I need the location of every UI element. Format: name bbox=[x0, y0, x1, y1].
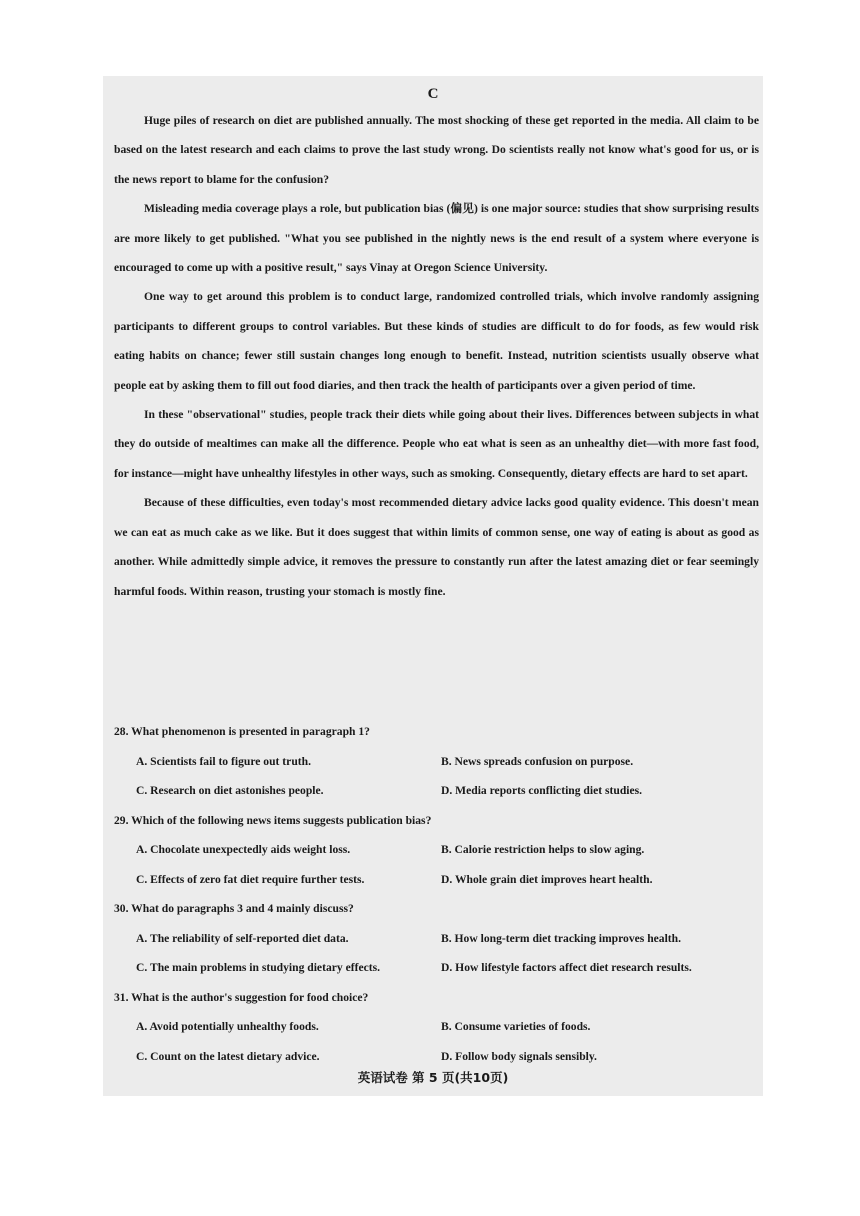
page-footer: 英语试卷 第 5 页(共10页) bbox=[357, 1070, 509, 1085]
option-a: A. Chocolate unexpectedly aids weight loss. bbox=[136, 843, 351, 856]
question-stem: 29. Which of the following news items suggests publication bias? bbox=[114, 813, 432, 827]
option-a: A. Avoid potentially unhealthy foods. bbox=[136, 1020, 319, 1033]
option-c: C. Research on diet astonishes people. bbox=[136, 784, 324, 797]
option-row bbox=[114, 747, 759, 777]
option-row bbox=[114, 776, 759, 806]
option-row bbox=[114, 924, 759, 954]
option-d: D. How lifestyle factors affect diet research results. bbox=[441, 961, 692, 974]
paragraph-5: Because of these difficulties, even today's most recommended dietary advice lacks good quality evidence. This doesn't mean we can eat as much cake as we like. But it does suggest that within limits of common sense, one way of eating is about as good as another. While admittedly simple advice, it removes the pressure to constantly run after the latest amazing diet or fear seemingly harmful foods. Within reason, trusting your stomach is mostly fine. bbox=[114, 496, 759, 598]
option-d: D. Whole grain diet improves heart health. bbox=[441, 872, 653, 886]
paragraph-3: One way to get around this problem is to conduct large, randomized controlled trials, which involve randomly assigning participants to different groups to control variables. But these kinds of studies are difficult to do for foods, as few would risk eating habits on chance; fewer still sustain changes long enough to benefit. Instead, nutrition scientists usually observe what people eat by asking them to fill out food diaries, and then track the health of participants over a given period of time. bbox=[114, 290, 759, 392]
paragraph-1: Huge piles of research on diet are published annually. The most shocking of these get reported in the media. All claim to be based on the latest research and each claims to prove the last study wrong. Do scientists really not know what's good for us, or is the news report to blame for the confusion? bbox=[114, 114, 759, 186]
scanned-sheet bbox=[103, 76, 763, 1096]
option-d: D. Follow body signals sensibly. bbox=[441, 1049, 597, 1063]
question-30 bbox=[114, 894, 759, 983]
option-a: A. Scientists fail to figure out truth. bbox=[136, 754, 311, 768]
question-list bbox=[114, 717, 759, 1071]
question-stem: 28. What phenomenon is presented in paragraph 1? bbox=[114, 725, 370, 738]
option-row bbox=[114, 953, 759, 983]
option-d: D. Media reports conflicting diet studies. bbox=[441, 784, 643, 797]
option-row bbox=[114, 865, 759, 895]
question-29 bbox=[114, 806, 759, 895]
option-c: C. The main problems in studying dietary effects. bbox=[136, 961, 381, 974]
option-c: C. Effects of zero fat diet require further tests. bbox=[136, 872, 365, 886]
option-row bbox=[114, 1042, 759, 1072]
paragraph-2: Misleading media coverage plays a role, but publication bias (偏见) is one major source: studies that show surprising results are more likely to get published. "What you see published in the nightly news is the end result of a system where everyone is encouraged to come up with a positive result," says Vinay at Oregon Science University. bbox=[114, 202, 759, 275]
paragraph-4: In these "observational" studies, people track their diets while going about their lives. Differences between subjects in what they do outside of mealtimes can make all the difference. People who eat what is seen as an unhealthy diet—with more fast food, for instance—might have unhealthy lifestyles in other ways, such as smoking. Consequently, dietary effects are hard to set apart. bbox=[114, 408, 759, 480]
option-row bbox=[114, 1012, 759, 1042]
option-row bbox=[114, 835, 759, 865]
option-b: B. Calorie restriction helps to slow aging. bbox=[441, 843, 645, 856]
question-stem: 30. What do paragraphs 3 and 4 mainly discuss? bbox=[114, 902, 354, 915]
option-a: A. The reliability of self-reported diet data. bbox=[136, 931, 349, 945]
question-28 bbox=[114, 717, 759, 806]
question-31 bbox=[114, 983, 759, 1072]
option-b: B. How long-term diet tracking improves health. bbox=[441, 931, 682, 945]
option-b: B. News spreads confusion on purpose. bbox=[441, 754, 634, 768]
option-c: C. Count on the latest dietary advice. bbox=[136, 1049, 320, 1063]
section-heading: C bbox=[427, 86, 439, 102]
option-b: B. Consume varieties of foods. bbox=[441, 1020, 591, 1033]
reading-passage bbox=[114, 106, 759, 606]
question-stem: 31. What is the author's suggestion for food choice? bbox=[114, 990, 369, 1004]
